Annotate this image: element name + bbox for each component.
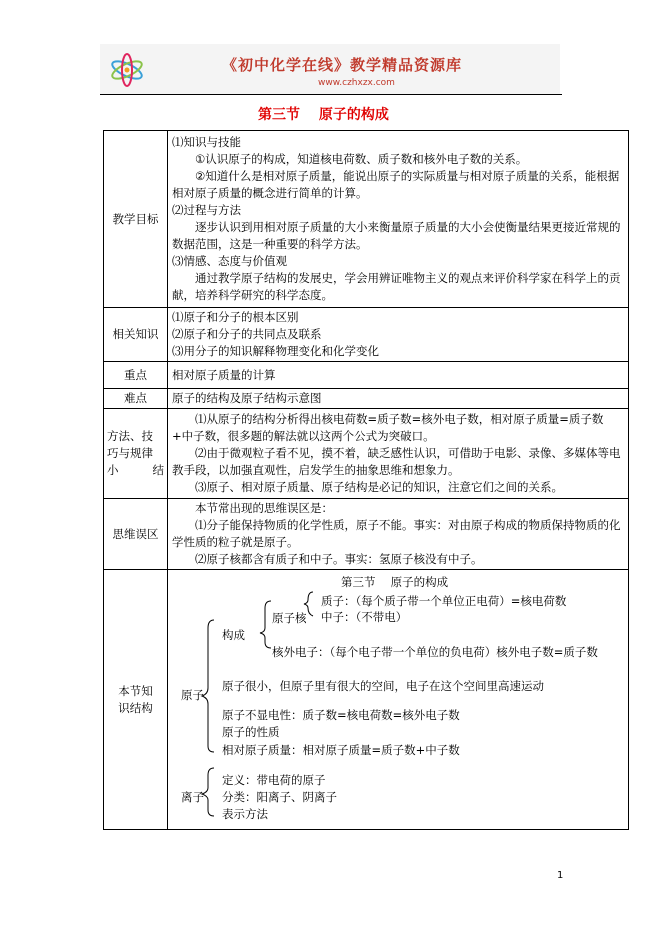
row-label [104, 570, 168, 830]
atom-logo-icon [108, 52, 146, 88]
row-content [168, 308, 629, 362]
ion-classification: 分类：阳离子、阴离子 [222, 790, 337, 804]
relative-mass: 相对原子质量：相对原子质量=质子数+中子数 [222, 743, 460, 757]
atom-small: 原子很小，但原子里有很大的空间，电子在这个空间里高速运动 [222, 679, 544, 693]
banner-title: 《初中化学在线》教学精品资源库 [222, 56, 463, 74]
row-label: 方法、技巧与规律小结 [104, 409, 168, 499]
text-line: ①认识原子的构成，知道核电荷数、质子数和核外电子数的关系。 [195, 152, 528, 166]
knowledge-structure-diagram [168, 570, 629, 830]
electron: 核外电子：（每个电子带一个单位的负电荷）核外电子数=质子数 [272, 645, 598, 659]
row-content [168, 131, 629, 308]
table-row [104, 499, 629, 570]
banner-url: www.czhxzx.com [318, 78, 395, 88]
row-label: 重点 [104, 362, 168, 389]
atom-neutral: 原子不显电性：质子数=核电荷数=核外电子数 [222, 708, 460, 722]
text-line: ⑴原子和分子的根本区别 [172, 310, 299, 324]
structure-label: 本节知识结构 [118, 683, 153, 715]
text-line: ⑵过程与方法 [172, 203, 241, 217]
text-line: ②知道什么是相对原子质量，能说出原子的实际质量与相对原子质量的关系，能根据相对原子质量的概念进行简单的计算。 [172, 169, 620, 200]
row-content: 原子的结构及原子结构示意图 [168, 389, 629, 409]
ion-label: 离子 [181, 790, 204, 804]
text-line: 通过教学原子结构的发展史，学会用辨证唯物主义的观点来评价科学家在科学上的贡献，培养科学研究的科学态度。 [172, 271, 621, 302]
atom-property: 原子的性质 [222, 725, 280, 739]
text-line: ⑴从原子的结构分析得出核电荷数=质子数=核外电子数，相对原子质量=质子数+中子数，很多题的解法就以这两个公式为突破口。 [172, 412, 604, 443]
row-content: 相对原子质量的计算 [168, 362, 629, 389]
neutron: 中子：（不带电） [321, 610, 408, 624]
table-row [104, 131, 629, 308]
text-line: ⑴知识与技能 [172, 135, 241, 149]
row-label: 教学目标 [104, 131, 168, 308]
text-line: ⑵由于微观粒子看不见，摸不着，缺乏感性认识，可借助于电影、录像、多媒体等电教手段，以加强直观性，启发学生的抽象思维和想象力。 [172, 446, 621, 477]
proton: 质子：（每个质子带一个单位正电荷）=核电荷数 [321, 594, 567, 608]
composition: 构成 [222, 628, 245, 642]
text-line: 本节常出现的思维误区是： [195, 501, 333, 515]
table-row [104, 389, 629, 409]
table-row [104, 308, 629, 362]
row-content [168, 409, 629, 499]
text-line: ⑶用分子的知识解释物理变化和化学变化 [172, 344, 379, 358]
row-label: 难点 [104, 389, 168, 409]
text-line: ⑴分子能保持物质的化学性质，原子不能。事实：对由原子构成的物质保持物质的化学性质的粒子就是原子。 [172, 518, 621, 549]
table-row [104, 362, 629, 389]
row-label: 相关知识 [104, 308, 168, 362]
text-line: ⑶原子、相对原子质量、原子结构是必记的知识，注意它们之间的关系。 [195, 480, 563, 494]
row-content [168, 499, 629, 570]
page-title: 第三节 原子的构成 [258, 107, 389, 123]
ion-definition: 定义：带电荷的原子 [222, 773, 326, 787]
atom-label: 原子 [181, 688, 204, 702]
header-banner [100, 44, 560, 94]
nucleus: 原子核 [272, 611, 307, 625]
page-number: 1 [557, 870, 564, 881]
text-line: 逐步认识到用相对原子质量的大小来衡量原子质量的大小会使衡量结果更接近常规的数据范围，这是一种重要的科学方法。 [172, 220, 621, 251]
ion-representation: 表示方法 [222, 807, 268, 821]
table-row [104, 409, 629, 499]
header-divider [100, 94, 562, 95]
diagram-title: 第三节 原子的构成 [341, 575, 449, 589]
table-row [104, 570, 629, 830]
text-line: ⑵原子和分子的共同点及联系 [172, 327, 322, 341]
text-line: ⑶情感、态度与价值观 [172, 254, 287, 268]
lesson-table [103, 130, 629, 830]
text-line: ⑵原子核都含有质子和中子。事实：氢原子核没有中子。 [195, 552, 483, 566]
row-label: 思维误区 [104, 499, 168, 570]
